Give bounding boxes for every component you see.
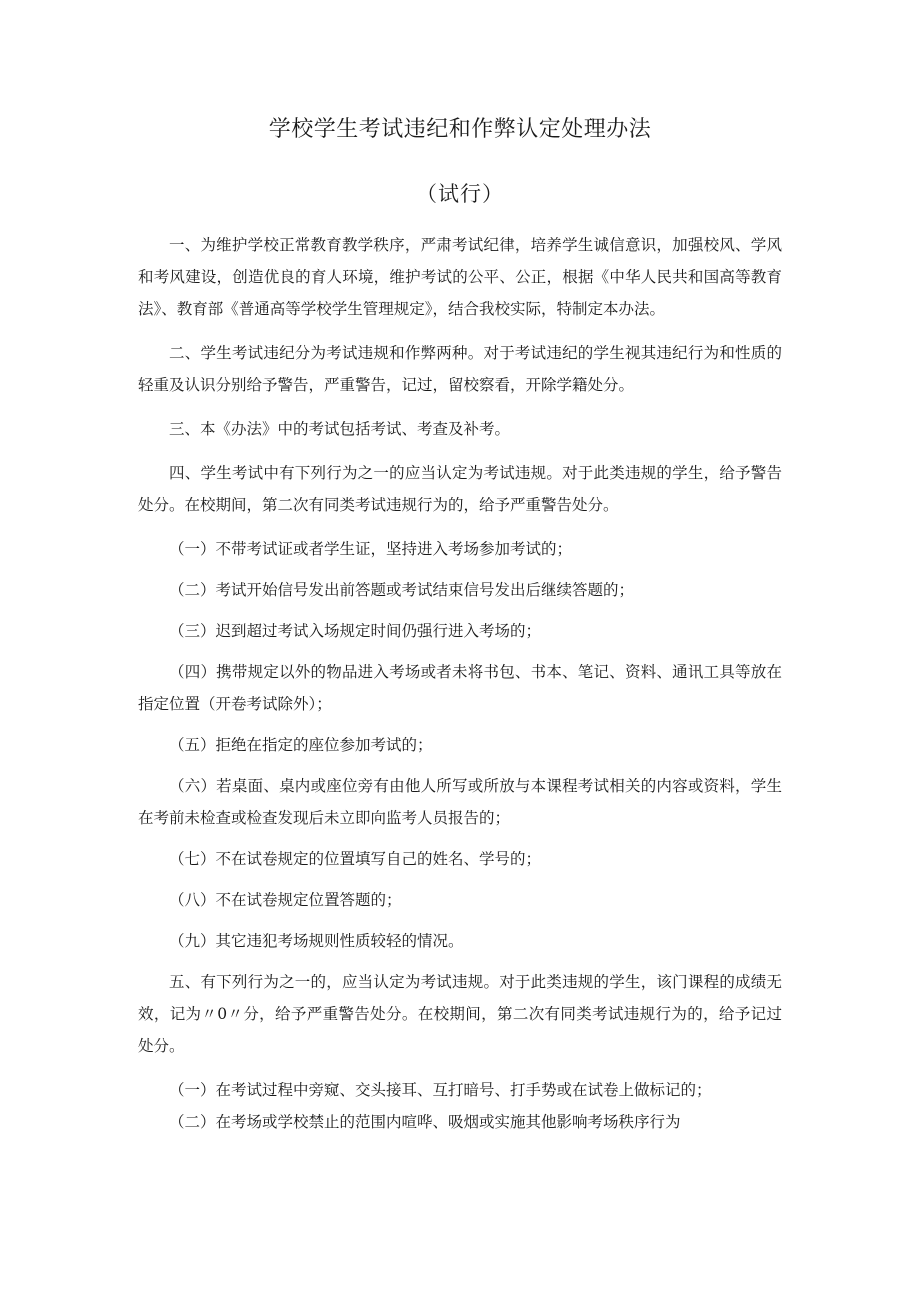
paragraph-3: 三、本《办法》中的考试包括考试、考查及补考。 [169,420,511,438]
list-item: （二）在考场或学校禁止的范围内喧哗、吸烟或实施其他影响考场秩序行为 [169,1113,681,1131]
document-title: 学校学生考试违纪和作弊认定处理办法 [268,117,652,142]
list-item: （七）不在试卷规定的位置填写自己的姓名、学号的； [169,850,542,868]
document-subtitle: （试行） [416,182,504,206]
document-body [138,229,782,1138]
paragraph-1: 一、为维护学校正常教育教学秩序，严肃考试纪律，培养学生诚信意识，加强校风、学风和考风建设，创造优良的育人环境，维护考试的公平、公正，根据《中华人民共和国高等教育法》、教育部《普通高等学校学生管理规定》，结合我校实际，特制定本办法。 [138,236,782,318]
paragraph-2: 二、学生考试违纪分为考试违规和作弊两种。对于考试违纪的学生视其违纪行为和性质的轻重及认识分别给予警告，严重警告，记过，留校察看，开除学籍处分。 [138,344,782,394]
list-item: （九）其它违犯考场规则性质较轻的情况。 [169,932,464,950]
list-item: （四）携带规定以外的物品进入考场或者未将书包、书本、笔记、资料、通讯工具等放在指定位置（开卷考试除外）； [138,663,782,713]
list-item: （二）考试开始信号发出前答题或考试结束信号发出后继续答题的； [169,581,635,599]
paragraph-4: 四、学生考试中有下列行为之一的应当认定为考试违规。对于此类违规的学生，给予警告处分。在校期间，第二次有同类考试违规行为的，给予严重警告处分。 [138,464,782,514]
list-item: （三）迟到超过考试入场规定时间仍强行进入考场的； [169,622,542,640]
list-item: （八）不在试卷规定位置答题的； [169,891,402,909]
list-item: （一）在考试过程中旁窥、交头接耳、互打暗号、打手势或在试卷上做标记的； [169,1081,712,1099]
list-item: （五）拒绝在指定的座位参加考试的； [169,736,433,754]
list-item: （六）若桌面、桌内或座位旁有由他人所写或所放与本课程考试相关的内容或资料，学生在考前未检查或检查发现后未立即向监考人员报告的； [138,777,782,827]
list-item: （一）不带考试证或者学生证，坚持进入考场参加考试的； [169,540,573,558]
paragraph-5: 五、有下列行为之一的，应当认定为考试违规。对于此类违规的学生，该门课程的成绩无效，记为〃0〃分，给予严重警告处分。在校期间，第二次有同类考试违规行为的，给予记过处分。 [138,973,782,1055]
